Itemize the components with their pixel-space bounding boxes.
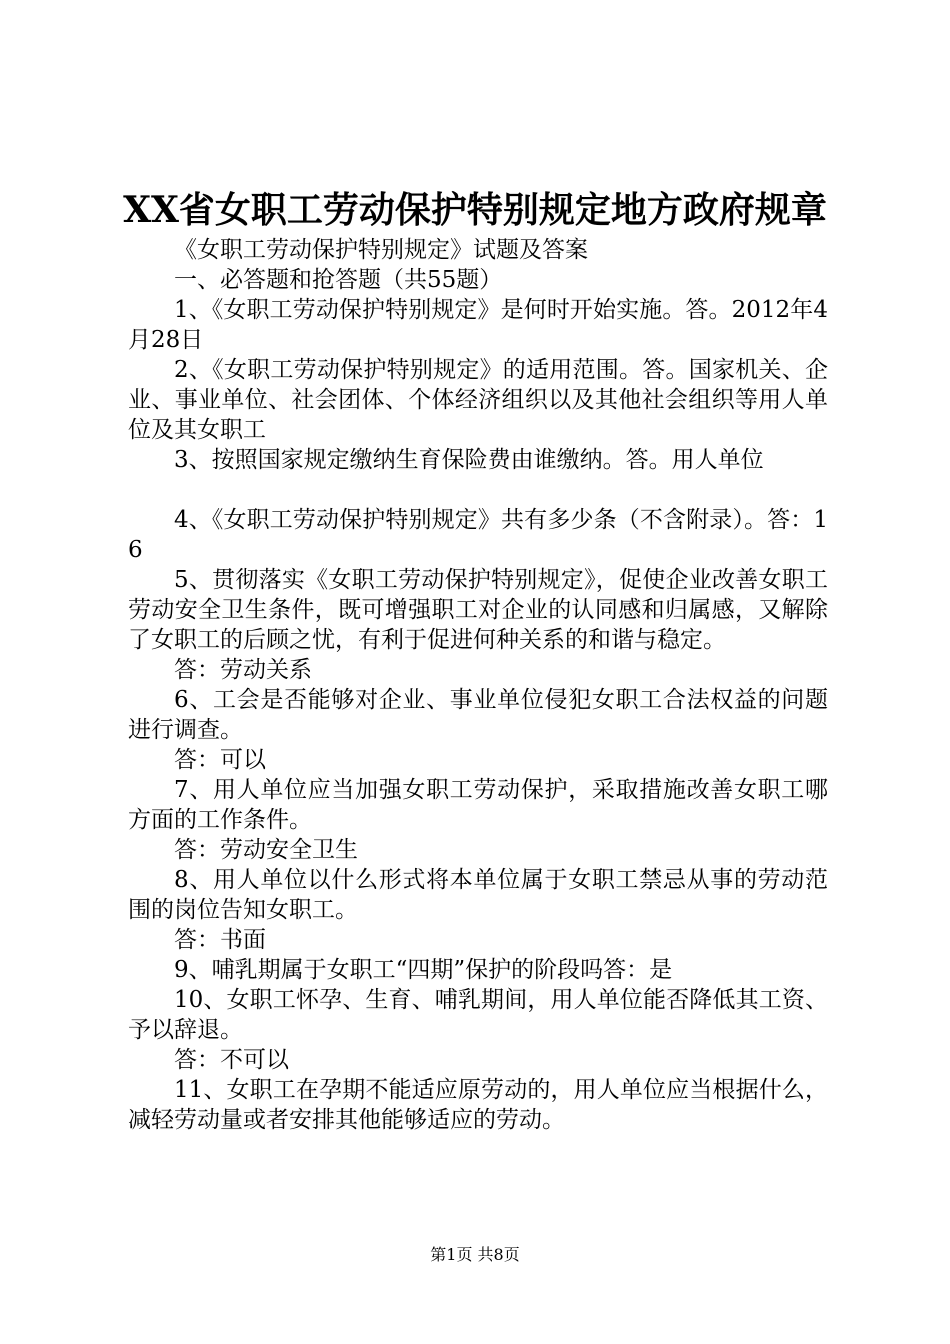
paragraph-q6: 6、工会是否能够对企业、事业单位侵犯女职工合法权益的问题进行调查。 <box>128 687 828 743</box>
paragraph-subtitle: 《女职工劳动保护特别规定》试题及答案 <box>174 237 588 263</box>
paragraph-section-heading: 一、必答题和抢答题（共55题） <box>174 267 503 293</box>
paragraph-q4: 4、《女职工劳动保护特别规定》共有多少条（不含附录）。答：16 <box>128 507 828 563</box>
document-title: XX省女职工劳动保护特别规定地方政府规章 <box>123 189 827 231</box>
paragraph-q11: 11、女职工在孕期不能适应原劳动的，用人单位应当根据什么，减轻劳动量或者安排其他能够适应的劳动。 <box>128 1077 828 1133</box>
page-indicator: 第1页 共8页 <box>430 1245 520 1264</box>
paragraph-q7: 7、用人单位应当加强女职工劳动保护，采取措施改善女职工哪方面的工作条件。 <box>128 777 828 833</box>
paragraph-a8: 答：书面 <box>174 927 266 953</box>
paragraph-a10: 答：不可以 <box>174 1047 289 1073</box>
paragraph-q5: 5、贯彻落实《女职工劳动保护特别规定》，促使企业改善女职工劳动安全卫生条件，既可增强职工对企业的认同感和归属感，又解除了女职工的后顾之忧，有利于促进何种关系的和谐与稳定。 <box>128 567 828 653</box>
paragraph-q10: 10、女职工怀孕、生育、哺乳期间，用人单位能否降低其工资、予以辞退。 <box>128 987 828 1043</box>
paragraph-a6: 答：可以 <box>174 747 266 773</box>
paragraph-a7: 答：劳动安全卫生 <box>174 837 358 863</box>
paragraph-q9: 9、哺乳期属于女职工“四期”保护的阶段吗答：是 <box>174 957 673 983</box>
paragraph-q1: 1、《女职工劳动保护特别规定》是何时开始实施。答。2012年4月28日 <box>128 297 828 353</box>
paragraph-q3: 3、按照国家规定缴纳生育保险费由谁缴纳。答。用人单位 <box>174 447 764 473</box>
paragraph-a5: 答：劳动关系 <box>174 657 312 683</box>
document-body <box>128 235 828 1135</box>
paragraph-q2: 2、《女职工劳动保护特别规定》的适用范围。答。国家机关、企业、事业单位、社会团体、个体经济组织以及其他社会组织等用人单位及其女职工 <box>128 357 828 443</box>
paragraph-q8: 8、用人单位以什么形式将本单位属于女职工禁忌从事的劳动范围的岗位告知女职工。 <box>128 867 828 923</box>
